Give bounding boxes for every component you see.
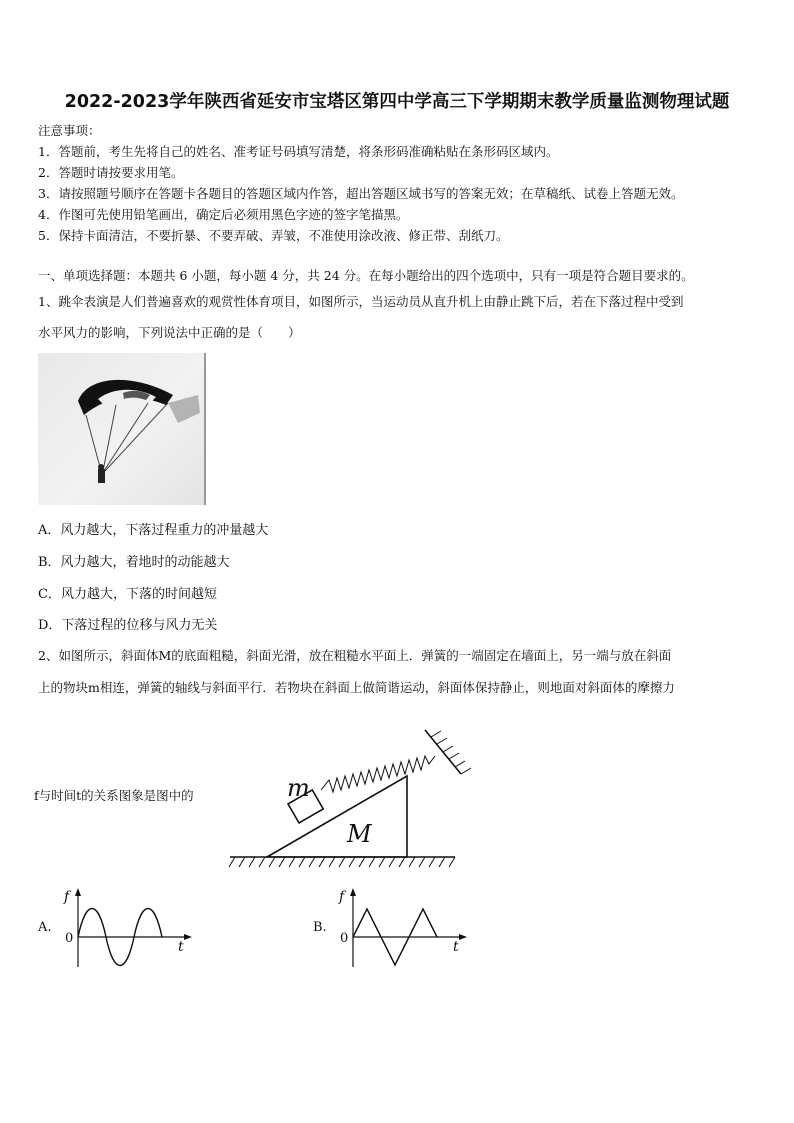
- graph-b-y-label: f: [339, 889, 345, 905]
- option-d: D．下落过程的位移与风力无关: [38, 618, 218, 633]
- notice-heading: 注意事项：: [38, 123, 101, 138]
- graph-b: [333, 885, 473, 970]
- option-b: B．风力越大，着地时的动能越大: [38, 555, 230, 570]
- notice-item: 2．答题时请按要求用笔。: [38, 165, 184, 180]
- incline-spring-figure: [225, 712, 487, 872]
- graph-a-option-label: A.: [38, 920, 52, 935]
- question-2-stem-line3: f与时间t的关系图象是图中的: [34, 788, 194, 803]
- graph-b-x-label: t: [453, 939, 459, 955]
- option-c: C．风力越大，下落的时间越短: [38, 587, 217, 602]
- graph-b-option-label: B.: [313, 920, 327, 935]
- graph-b-origin-label: 0: [340, 931, 349, 946]
- question-2-stem-line2: 上的物块m相连，弹簧的轴线与斜面平行．若物块在斜面上做简谐运动，斜面体保持静止，则地面对斜面体的摩擦力: [38, 680, 675, 695]
- mass-M-label: M: [347, 820, 372, 848]
- graph-a-x-label: t: [178, 939, 184, 955]
- graph-a: [58, 885, 198, 970]
- question-2-stem-line1: 2、如图所示，斜面体M的底面粗糙，斜面光滑，放在粗糙水平面上．弹簧的一端固定在墙面上，另一端与放在斜面: [38, 648, 672, 663]
- question-1-stem-line1: 1、跳伞表演是人们普遍喜欢的观赏性体育项目，如图所示，当运动员从直升机上由静止跳下后，若在下落过程中受到: [38, 294, 684, 309]
- mass-m-label: m: [287, 774, 310, 802]
- notice-item: 4．作图可先使用铅笔画出，确定后必须用黑色字迹的签字笔描黑。: [38, 207, 409, 222]
- question-1-stem-line2: 水平风力的影响，下列说法中正确的是（ ）: [38, 325, 301, 340]
- notice-item: 5．保持卡面清洁，不要折暴、不要弄破、弄皱，不准使用涂改液、修正带、刮纸刀。: [38, 228, 509, 243]
- skydiver-photo: [38, 353, 206, 505]
- option-a: A．风力越大，下落过程重力的冲量越大: [38, 523, 269, 538]
- notice-item: 3．请按照题号顺序在答题卡各题目的答题区域内作答，超出答题区域书写的答案无效；在草稿纸、试卷上答题无效。: [38, 186, 684, 201]
- notice-item: 1．答题前，考生先将自己的姓名、准考证号码填写清楚，将条形码准确粘贴在条形码区域内。: [38, 144, 559, 159]
- graph-a-origin-label: 0: [65, 931, 74, 946]
- section-heading: 一、单项选择题：本题共 6 小题，每小题 4 分，共 24 分。在每小题给出的四个选项中，只有一项是符合题目要求的。: [38, 268, 694, 283]
- page-title: 2022-2023学年陕西省延安市宝塔区第四中学高三下学期期末教学质量监测物理试题: [64, 92, 730, 112]
- graph-a-y-label: f: [64, 889, 70, 905]
